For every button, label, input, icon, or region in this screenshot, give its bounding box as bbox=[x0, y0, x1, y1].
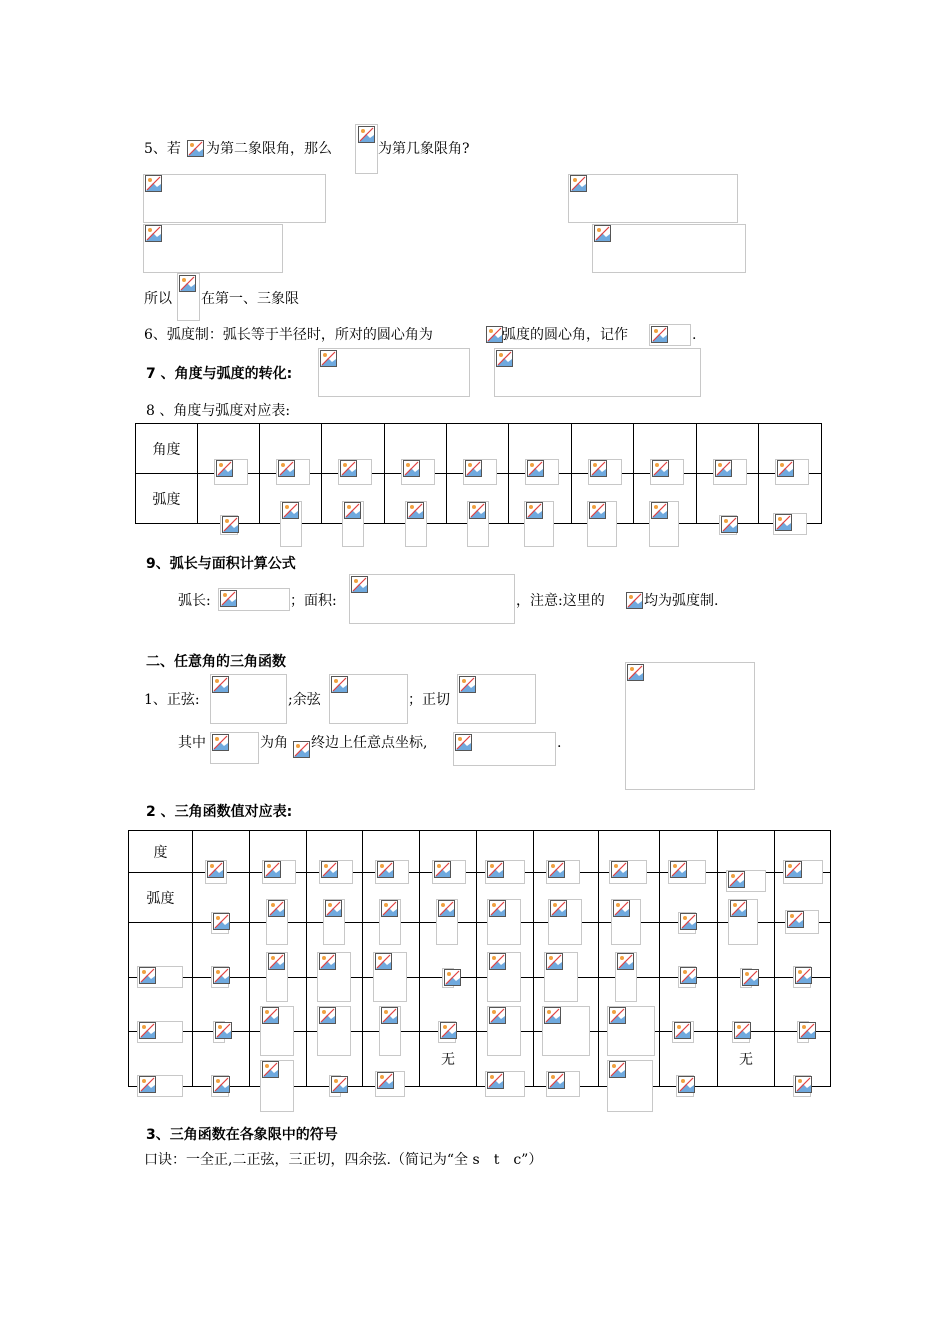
table-cell bbox=[477, 831, 534, 873]
broken-image-icon bbox=[626, 592, 643, 609]
table-cell bbox=[129, 1032, 193, 1087]
broken-image-icon bbox=[609, 1061, 626, 1078]
table-cell bbox=[775, 923, 831, 978]
broken-image-icon bbox=[220, 590, 237, 607]
table-cell bbox=[193, 1032, 250, 1087]
table-cell bbox=[509, 424, 572, 474]
broken-image-icon bbox=[613, 900, 630, 917]
table-cell bbox=[307, 873, 363, 923]
row-label: 弧度 bbox=[146, 890, 175, 907]
table-cell bbox=[718, 923, 775, 978]
cos-label: ;余弦 bbox=[288, 692, 321, 708]
table-cell bbox=[193, 873, 250, 923]
broken-image-icon bbox=[455, 734, 472, 751]
angle-radian-table bbox=[135, 423, 822, 524]
s2q3-rhyme: 口诀：一全正,二正弦，三正切，四余弦.（简记为“全 s t c”） bbox=[144, 1152, 543, 1168]
broken-image-icon bbox=[721, 516, 738, 533]
table-cell bbox=[322, 424, 385, 474]
table-cell bbox=[363, 873, 420, 923]
table-cell bbox=[599, 978, 660, 1032]
formula-image bbox=[349, 574, 515, 624]
broken-image-icon bbox=[438, 900, 455, 917]
table-cell bbox=[307, 831, 363, 873]
table-cell bbox=[385, 424, 447, 474]
table-cell bbox=[322, 474, 385, 524]
table-cell bbox=[534, 873, 599, 923]
tan-label: ；正切 bbox=[408, 692, 450, 708]
formula-image bbox=[143, 174, 326, 223]
broken-image-icon bbox=[145, 175, 162, 192]
broken-image-icon bbox=[319, 1007, 336, 1024]
table-cell bbox=[599, 873, 660, 923]
section2-title: 二、任意角的三角函数 bbox=[146, 654, 286, 670]
table-row bbox=[129, 873, 831, 923]
table-cell bbox=[420, 1032, 477, 1087]
q5-conclusion-suffix: 在第一、三象限 bbox=[201, 291, 299, 307]
table-cell bbox=[572, 474, 634, 524]
broken-image-icon bbox=[651, 326, 668, 343]
table-cell bbox=[660, 873, 718, 923]
broken-image-icon bbox=[377, 1072, 394, 1089]
table-cell bbox=[634, 424, 697, 474]
table-cell bbox=[250, 873, 307, 923]
table-cell bbox=[509, 474, 572, 524]
q5-conclusion-prefix: 所以 bbox=[144, 291, 172, 307]
broken-image-icon bbox=[489, 900, 506, 917]
table-cell bbox=[420, 831, 477, 873]
table-cell bbox=[250, 978, 307, 1032]
broken-image-icon bbox=[268, 953, 285, 970]
table-cell bbox=[775, 873, 831, 923]
table-cell bbox=[697, 424, 759, 474]
broken-image-icon bbox=[262, 1007, 279, 1024]
table-cell bbox=[477, 978, 534, 1032]
table-row bbox=[129, 1032, 831, 1087]
broken-image-icon bbox=[550, 900, 567, 917]
broken-image-icon bbox=[589, 502, 606, 519]
table-cell bbox=[363, 831, 420, 873]
formula-image bbox=[318, 348, 470, 397]
broken-image-icon bbox=[678, 1076, 695, 1093]
broken-image-icon bbox=[526, 502, 543, 519]
broken-image-icon bbox=[358, 126, 375, 143]
q5-mid: 为第二象限角，那么 bbox=[206, 141, 332, 157]
broken-image-icon bbox=[262, 1061, 279, 1078]
broken-image-icon bbox=[489, 1007, 506, 1024]
table-cell bbox=[477, 873, 534, 923]
table-cell bbox=[572, 424, 634, 474]
table-row bbox=[129, 831, 831, 873]
table-cell bbox=[534, 1032, 599, 1087]
table-cell bbox=[250, 831, 307, 873]
table-cell bbox=[363, 1032, 420, 1087]
coordinate-figure bbox=[625, 662, 755, 790]
table-cell bbox=[477, 1032, 534, 1087]
table-cell bbox=[420, 873, 477, 923]
table-cell bbox=[420, 978, 477, 1032]
broken-image-icon bbox=[489, 953, 506, 970]
table-cell bbox=[129, 978, 193, 1032]
broken-image-icon bbox=[344, 502, 361, 519]
broken-image-icon bbox=[351, 576, 368, 593]
q9-note-suffix: 均为弧度制. bbox=[644, 593, 719, 609]
table-cell bbox=[634, 474, 697, 524]
broken-image-icon bbox=[469, 502, 486, 519]
table-cell bbox=[307, 923, 363, 978]
broken-image-icon bbox=[546, 953, 563, 970]
table-cell bbox=[599, 1032, 660, 1087]
formula-image bbox=[568, 174, 738, 223]
arc-label: 弧长: bbox=[178, 593, 211, 609]
row-label: 弧度 bbox=[152, 491, 181, 508]
table-cell bbox=[129, 923, 193, 978]
table-cell bbox=[198, 474, 260, 524]
table-cell bbox=[599, 923, 660, 978]
where-suffix: 终边上任意点坐标, bbox=[311, 735, 428, 751]
broken-image-icon bbox=[775, 514, 792, 531]
table-cell bbox=[385, 474, 447, 524]
table-cell bbox=[129, 831, 193, 873]
table-cell bbox=[775, 1032, 831, 1087]
broken-image-icon bbox=[320, 350, 337, 367]
formula-image bbox=[143, 224, 283, 273]
row-label: 角度 bbox=[152, 441, 181, 458]
table-cell bbox=[534, 978, 599, 1032]
table-cell bbox=[193, 923, 250, 978]
broken-image-icon bbox=[381, 900, 398, 917]
table-cell bbox=[447, 424, 509, 474]
formula-image bbox=[494, 348, 701, 397]
broken-image-icon bbox=[331, 1076, 348, 1093]
trig-values-table bbox=[128, 830, 831, 1087]
cell-text: 无 bbox=[441, 1052, 455, 1068]
table-cell bbox=[775, 831, 831, 873]
table-cell bbox=[477, 923, 534, 978]
table-cell bbox=[660, 923, 718, 978]
table-cell bbox=[363, 923, 420, 978]
broken-image-icon bbox=[459, 676, 476, 693]
q5-suffix: 为第几象限角? bbox=[378, 141, 470, 157]
table-cell bbox=[136, 474, 198, 524]
broken-image-icon bbox=[375, 953, 392, 970]
table-cell bbox=[718, 978, 775, 1032]
table-cell bbox=[697, 474, 759, 524]
broken-image-icon bbox=[486, 326, 503, 343]
broken-image-icon bbox=[212, 734, 229, 751]
s2q2-title: 2 、三角函数值对应表: bbox=[146, 804, 293, 820]
table-cell bbox=[250, 923, 307, 978]
table-cell bbox=[363, 978, 420, 1032]
table-cell bbox=[534, 831, 599, 873]
broken-image-icon bbox=[627, 664, 644, 681]
where-period: . bbox=[557, 735, 562, 751]
table-cell bbox=[136, 424, 198, 474]
area-label: ；面积: bbox=[290, 593, 337, 609]
q6-mid: 弧度的圆心角，记作 bbox=[502, 327, 628, 343]
broken-image-icon bbox=[407, 502, 424, 519]
broken-image-icon bbox=[319, 953, 336, 970]
broken-image-icon bbox=[651, 502, 668, 519]
broken-image-icon bbox=[145, 225, 162, 242]
sin-label: 1、正弦: bbox=[144, 692, 200, 708]
table-cell bbox=[534, 923, 599, 978]
table-row bbox=[136, 474, 822, 524]
broken-image-icon bbox=[570, 175, 587, 192]
table-row bbox=[129, 978, 831, 1032]
table-cell bbox=[718, 831, 775, 873]
broken-image-icon bbox=[212, 676, 229, 693]
table-cell bbox=[260, 474, 322, 524]
broken-image-icon bbox=[609, 1007, 626, 1024]
q6-suffix: . bbox=[692, 327, 697, 343]
table-cell bbox=[759, 474, 822, 524]
table-cell bbox=[129, 873, 193, 923]
formula-image bbox=[592, 224, 746, 273]
table-cell bbox=[660, 831, 718, 873]
table-cell bbox=[307, 978, 363, 1032]
table-cell bbox=[447, 474, 509, 524]
q8-title: 8 、角度与弧度对应表: bbox=[146, 403, 291, 419]
table-cell bbox=[775, 978, 831, 1032]
broken-image-icon bbox=[222, 516, 239, 533]
broken-image-icon bbox=[293, 741, 310, 758]
table-cell bbox=[193, 831, 250, 873]
broken-image-icon bbox=[331, 676, 348, 693]
table-cell bbox=[759, 424, 822, 474]
q6-prefix: 6、弧度制：弧长等于半径时，所对的圆心角为 bbox=[144, 327, 433, 343]
q9-note: ，注意:这里的 bbox=[516, 593, 605, 609]
q7-title: 7 、角度与弧度的转化: bbox=[146, 366, 293, 382]
broken-image-icon bbox=[325, 900, 342, 917]
where-label: 其中 bbox=[178, 735, 206, 751]
table-cell bbox=[260, 424, 322, 474]
table-cell bbox=[198, 424, 260, 474]
q5-prefix: 5、若 bbox=[144, 141, 181, 157]
s2q3-title: 3、三角函数在各象限中的符号 bbox=[146, 1127, 338, 1143]
broken-image-icon bbox=[594, 225, 611, 242]
broken-image-icon bbox=[213, 1076, 230, 1093]
table-cell bbox=[718, 1032, 775, 1087]
broken-image-icon bbox=[282, 502, 299, 519]
broken-image-icon bbox=[795, 1076, 812, 1093]
q9-title: 9、弧长与面积计算公式 bbox=[146, 556, 296, 572]
broken-image-icon bbox=[496, 350, 513, 367]
table-cell bbox=[420, 923, 477, 978]
table-cell bbox=[193, 978, 250, 1032]
broken-image-icon bbox=[548, 1072, 565, 1089]
table-cell bbox=[660, 978, 718, 1032]
broken-image-icon bbox=[381, 1007, 398, 1024]
broken-image-icon bbox=[139, 1076, 156, 1093]
broken-image-icon bbox=[179, 275, 196, 292]
broken-image-icon bbox=[544, 1007, 561, 1024]
table-cell bbox=[250, 1032, 307, 1087]
table-row bbox=[136, 424, 822, 474]
row-label: 度 bbox=[153, 844, 168, 861]
table-cell bbox=[307, 1032, 363, 1087]
cell-text: 无 bbox=[739, 1052, 753, 1068]
table-cell bbox=[660, 1032, 718, 1087]
broken-image-icon bbox=[617, 953, 634, 970]
table-cell bbox=[718, 873, 775, 923]
broken-image-icon bbox=[730, 900, 747, 917]
broken-image-icon bbox=[187, 140, 204, 157]
broken-image-icon bbox=[268, 900, 285, 917]
broken-image-icon bbox=[487, 1072, 504, 1089]
where-mid: 为角 bbox=[260, 735, 288, 751]
table-row bbox=[129, 923, 831, 978]
table-cell bbox=[599, 831, 660, 873]
